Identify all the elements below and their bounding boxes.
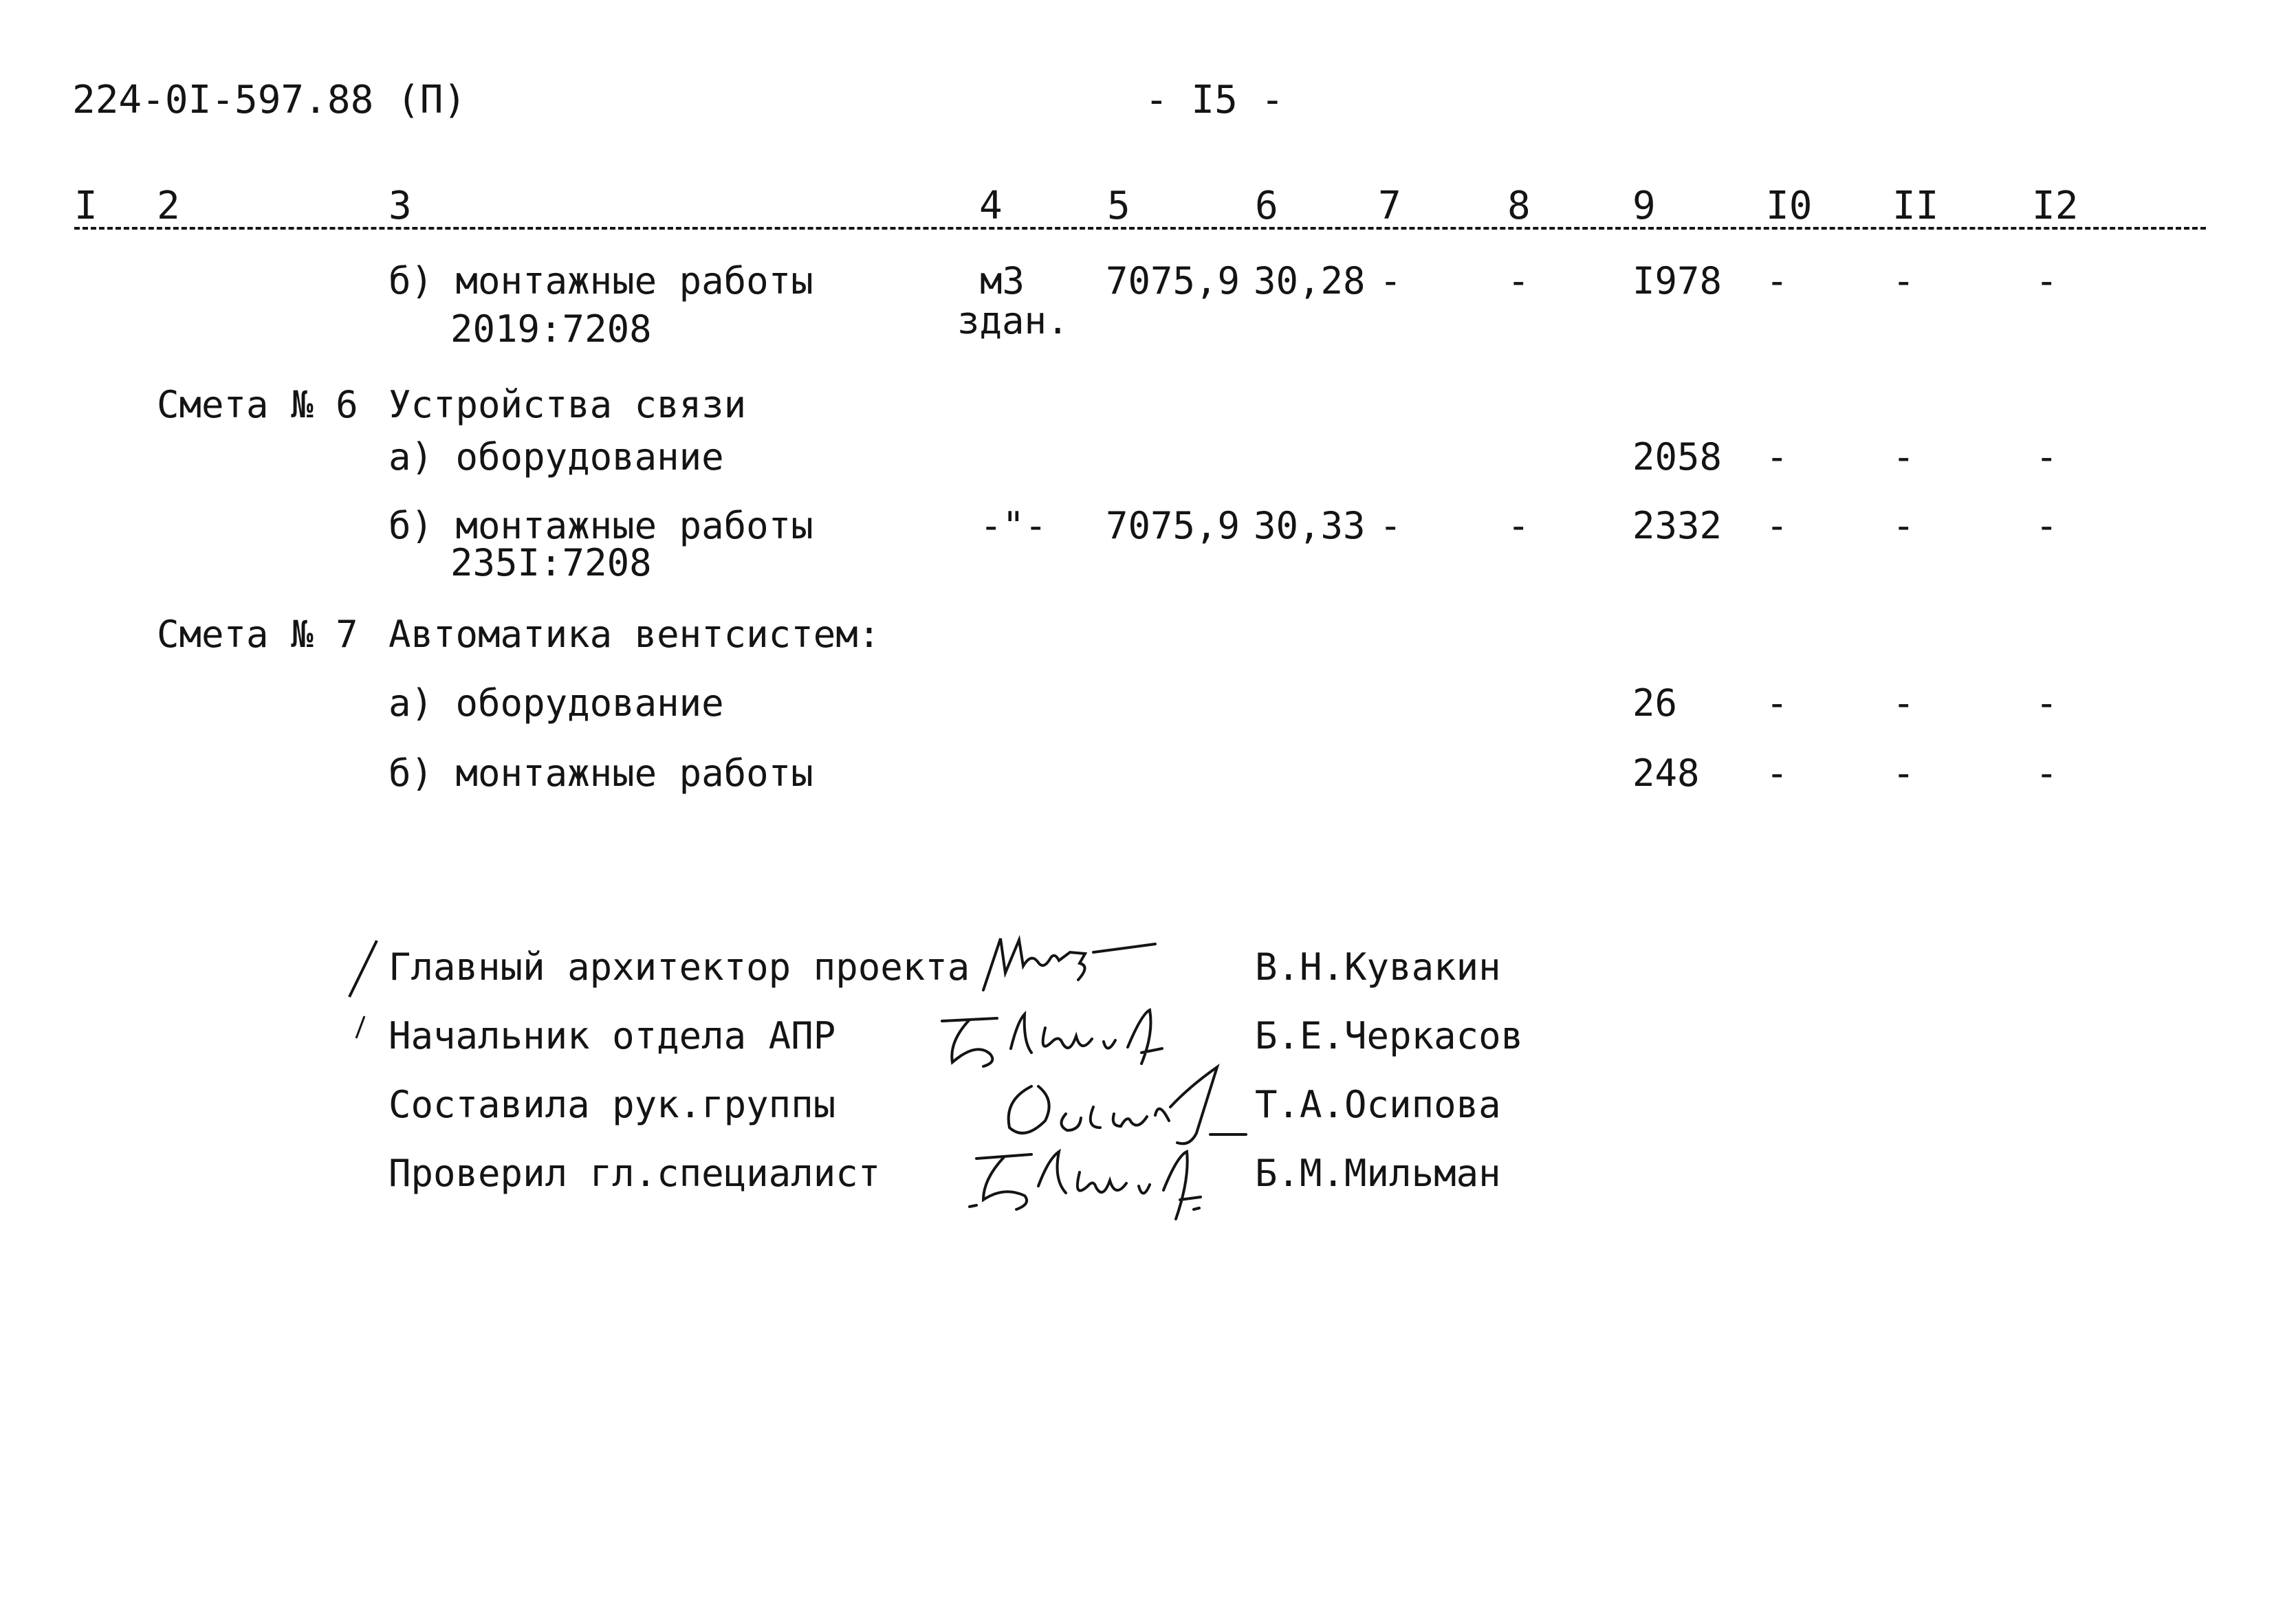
margin-slash-mark bbox=[342, 935, 384, 1052]
row-col7: - bbox=[1379, 259, 1402, 303]
row-col9: 2332 bbox=[1632, 504, 1723, 547]
row-text: б) монтажные работы bbox=[389, 504, 813, 547]
row-text: Устройства связи bbox=[389, 383, 747, 426]
row-col10: - bbox=[1766, 259, 1789, 303]
column-number: 3 bbox=[389, 184, 412, 228]
signature-name: Т.А.Осипова bbox=[1255, 1083, 1501, 1126]
header-rule bbox=[74, 227, 2206, 230]
row-col10: - bbox=[1766, 751, 1789, 795]
row-col9: 26 bbox=[1632, 681, 1678, 725]
row-text: б) монтажные работы bbox=[389, 259, 813, 303]
handwritten-signature-4 bbox=[963, 1138, 1251, 1227]
signature-name: Б.Е.Черкасов bbox=[1255, 1014, 1524, 1057]
row-col12: - bbox=[2035, 681, 2058, 725]
row-col11: - bbox=[1892, 259, 1915, 303]
row-text: б) монтажные работы bbox=[389, 751, 813, 795]
row-text: а) оборудование bbox=[389, 435, 724, 479]
row-col10: - bbox=[1766, 504, 1789, 547]
column-number: 4 bbox=[979, 184, 1003, 228]
row-col6: 30,28 bbox=[1254, 259, 1366, 303]
row-col10: - bbox=[1766, 681, 1789, 725]
row-col5: 7075,9 bbox=[1106, 259, 1240, 303]
row-col9: 248 bbox=[1632, 751, 1700, 795]
column-number: 6 bbox=[1255, 184, 1278, 228]
signature-name: В.Н.Кувакин bbox=[1255, 945, 1501, 989]
row-text: а) оборудование bbox=[389, 681, 724, 725]
column-number: II bbox=[1892, 184, 1939, 228]
page-number: - I5 - bbox=[1145, 78, 1284, 122]
row-col12: - bbox=[2035, 259, 2058, 303]
row-col11: - bbox=[1892, 751, 1915, 795]
column-number: I bbox=[74, 184, 98, 228]
smeta-label: Смета № 7 bbox=[157, 613, 358, 656]
row-text: Автоматика вентсистем: bbox=[389, 613, 881, 656]
handwritten-signature-1 bbox=[963, 925, 1169, 1007]
signature-role: Начальник отдела АПР bbox=[389, 1014, 836, 1057]
signature-role: Проверил гл.специалист bbox=[389, 1152, 881, 1195]
row-col11: - bbox=[1892, 681, 1915, 725]
row-unit: м3 bbox=[980, 259, 1025, 303]
row-col8: - bbox=[1507, 504, 1530, 547]
row-subtext: 2019:7208 bbox=[450, 307, 652, 351]
column-number: I2 bbox=[2032, 184, 2079, 228]
row-unit: -"- bbox=[980, 504, 1047, 547]
row-col11: - bbox=[1892, 435, 1915, 479]
row-unit-2: здан. bbox=[957, 299, 1069, 342]
row-col12: - bbox=[2035, 504, 2058, 547]
smeta-label: Смета № 6 bbox=[157, 383, 358, 426]
row-col5: 7075,9 bbox=[1106, 504, 1240, 547]
column-number: I0 bbox=[1766, 184, 1813, 228]
column-number: 2 bbox=[157, 184, 180, 228]
row-subtext: 235I:7208 bbox=[450, 541, 652, 584]
row-col7: - bbox=[1379, 504, 1402, 547]
row-col6: 30,33 bbox=[1254, 504, 1366, 547]
row-col9: I978 bbox=[1632, 259, 1723, 303]
row-col11: - bbox=[1892, 504, 1915, 547]
row-col12: - bbox=[2035, 751, 2058, 795]
signature-role: Составила рук.группы bbox=[389, 1083, 836, 1126]
column-number: 9 bbox=[1632, 184, 1656, 228]
row-col9: 2058 bbox=[1632, 435, 1723, 479]
signature-role: Главный архитектор проекта bbox=[389, 945, 970, 989]
signature-name: Б.М.Мильман bbox=[1255, 1152, 1501, 1195]
row-col12: - bbox=[2035, 435, 2058, 479]
row-col8: - bbox=[1507, 259, 1530, 303]
column-number: 8 bbox=[1507, 184, 1531, 228]
column-number: 7 bbox=[1378, 184, 1401, 228]
document-code: 224-0I-597.88 (П) bbox=[72, 78, 467, 122]
column-number: 5 bbox=[1107, 184, 1130, 228]
row-col10: - bbox=[1766, 435, 1789, 479]
